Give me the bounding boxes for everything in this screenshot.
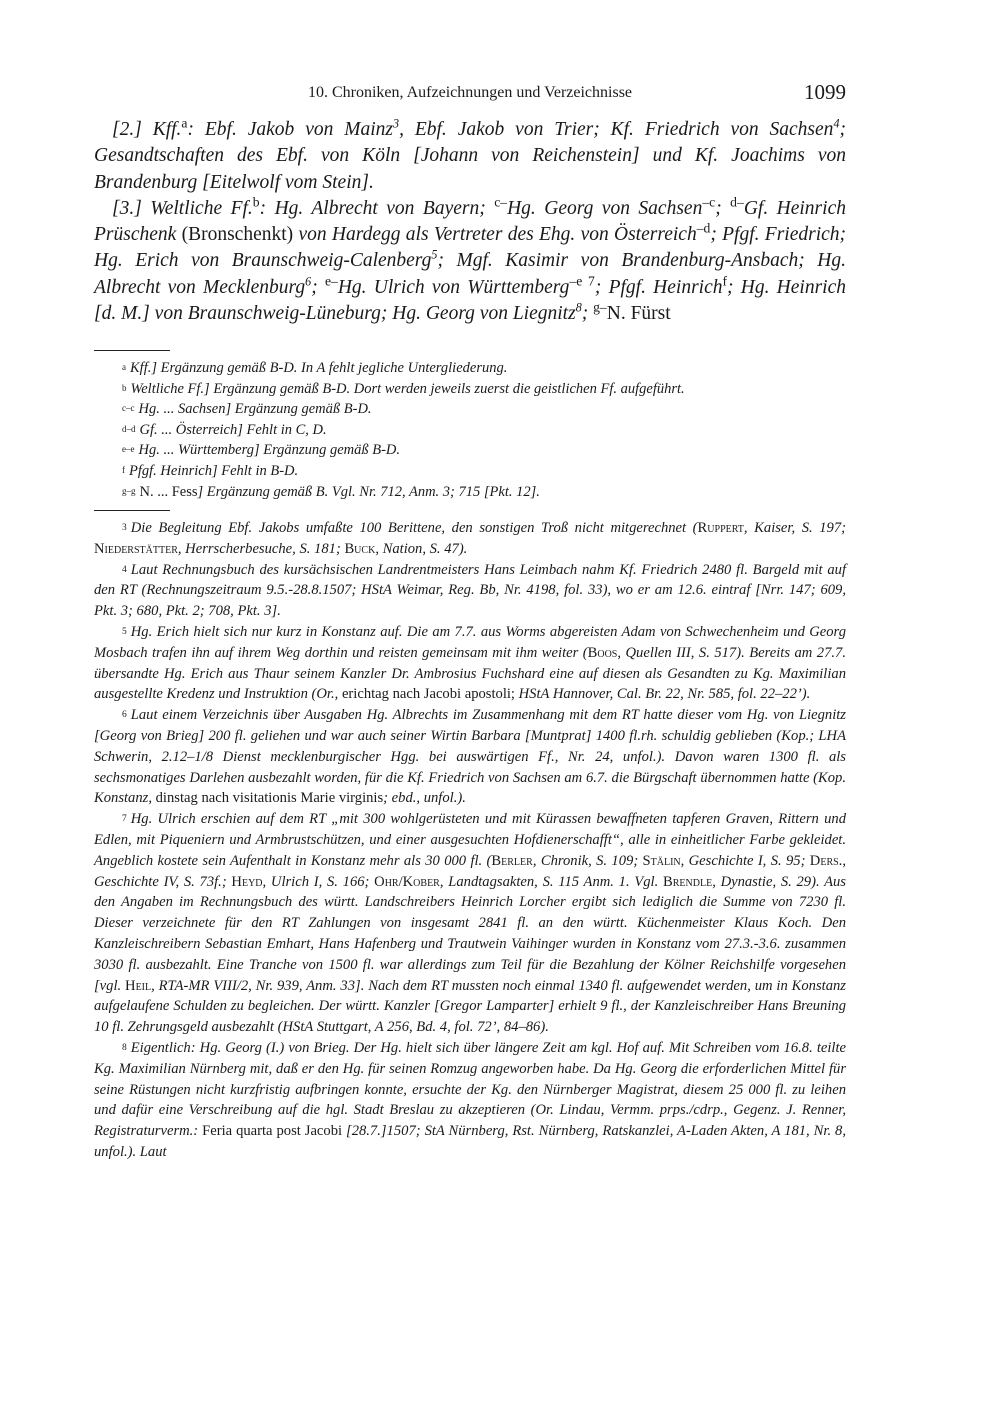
text-run: ; Pfgf. Heinrich — [594, 276, 723, 298]
apparatus-mark: b — [122, 382, 127, 393]
text-run: [3.] Weltliche Ff. — [112, 197, 253, 219]
footnote-5 — [94, 622, 846, 705]
apparatus-entry — [94, 379, 846, 400]
text-run: ; Hg. Heinrich [d. M.] von Braunschweig-Lüneburg; Hg. Georg von Liegnitz — [94, 276, 846, 325]
footnote-mark: 4 — [122, 564, 127, 575]
apparatus-marker: –e 7 — [569, 273, 595, 289]
text-run: Hg. Erich hielt sich nur kurz in Konstanz auf. Die am 7.7. aus Worms abgereisten Adam von Schwechenheim und Georg Mosbach trafen ihn auf ihrem Weg dorthin und reisten gemeinsam mit ihm weiter ( — [94, 623, 846, 661]
apparatus-mark: f — [122, 464, 125, 475]
upright-run: dinstag nach visitationis Marie virginis — [151, 790, 384, 807]
apparatus-marker: c– — [494, 194, 508, 210]
page-number: 1099 — [804, 80, 846, 104]
footnote-mark: 5 — [122, 626, 127, 637]
apparatus-text: Gf. ... Österreich] Fehlt in C, D. — [139, 421, 327, 438]
apparatus-entry — [94, 420, 846, 441]
upright-run: N. Fürst — [606, 303, 671, 325]
text-run: ; Pfgf. Friedrich; Hg. Erich von Braunschweig-Calenberg — [94, 224, 847, 272]
running-title: 10. Chroniken, Aufzeichnungen und Verzeichnisse — [307, 84, 633, 101]
text-run: ; Gesandtschaften des Ebf. von Köln [Johann von Reichenstein] und Kf. Joachims von Brandenburg [Eitelwolf vom Stein]. — [94, 119, 846, 193]
apparatus-entry — [94, 440, 846, 461]
main-text — [94, 117, 846, 327]
text-run: , Dynastie, S. 29). Aus den Angaben im Rechnungsbuch des württ. Landschreibers Heinrich Lorcher ergibt sich lediglich die Summe von 7230 fl. Dieser verzeichnete für den RT Zahlungen von insgesamt 2841 fl. an den württ. Küchenmeister Klaus Koch. Den Kanzleischreibern Sebastian Emhart, Hans Hafenberg und Trautwein Vaihinger wurden in Konstanz vom 27.3.-3.6. zusammen 3030 fl. ausbezahlt. Eine Tranche von 1500 fl. war allerdings zum Teil für die Bezahlung der Kölner Reichshilfe vorgesehen [vgl. — [94, 873, 846, 994]
apparatus-mark: d–d — [122, 423, 136, 434]
critical-apparatus — [94, 358, 846, 502]
text-run: , Landtagsakten, S. 115 Anm. 1. Vgl. — [439, 873, 663, 890]
text-run: [2.] Kff. — [112, 119, 182, 140]
footnote-mark: 8 — [122, 1042, 127, 1053]
footnote-rule — [94, 510, 170, 511]
apparatus-rule — [94, 350, 170, 351]
apparatus-lemma: N. ... Fess — [139, 483, 198, 500]
author-name: Boos — [587, 644, 618, 661]
text-run: , Geschichte I, S. 95; — [680, 852, 810, 869]
author-name: Buck — [344, 540, 376, 557]
text-run: Die Begleitung Ebf. Jakobs umfaßte 100 Berittene, den sonstigen Troß nicht mitgerechnet ( — [130, 520, 698, 536]
text-run: ; — [581, 303, 594, 325]
text-run: Eigentlich: Hg. Georg (I.) von Brieg. Der Hg. hielt sich über längere Zeit am kgl. Hof auf. Mit Schreiben vom 16.8. teilte Kg. Maximilian Nürnberg mit, daß er den Hg. für seinen Romzug angeworben habe. Da Hg. Georg die erforderlichen Mittel für seine Rüstungen nicht kurzfristig aufbringen konnte, ersuchte der Kg. den Nürnberger Magistrat, diesem 25 000 fl. zu leihen und dafür eine Verschreibung auf die hgl. Stadt Breslau zu akzeptieren (Or. Lindau, Vermm. prps./cdrp., Gegenz. J. Renner, Registraturverm.: — [94, 1039, 846, 1140]
apparatus-text: Hg. ... Württemberg] Ergänzung gemäß B-D. — [138, 442, 401, 459]
footnote-3 — [94, 518, 846, 560]
apparatus-text: Hg. ... Sachsen] Ergänzung gemäß B-D. — [138, 401, 372, 418]
footnotes — [94, 518, 846, 1163]
text-run: : Hg. Albrecht von Bayern; — [259, 197, 495, 219]
apparatus-entry — [94, 461, 846, 482]
text-run: Gf. Heinrich Prüschenk — [94, 197, 846, 246]
apparatus-marker: e– — [324, 273, 338, 289]
author-name: Stälin — [642, 852, 681, 869]
footnote-ref: 8 — [575, 300, 582, 315]
text-run: HStA Hannover, Cal. Br. 22, Nr. 585, fol. 22–22’). — [518, 686, 811, 703]
footnote-6 — [94, 705, 846, 809]
text-run: von Hardegg als Vertreter des Ehg. von Österreich — [298, 224, 697, 246]
footnote-mark: 6 — [122, 710, 127, 721]
apparatus-marker: a — [181, 115, 188, 131]
upright-run: (Bronschenkt) — [176, 224, 299, 246]
apparatus-marker: d– — [730, 194, 744, 210]
text-run: ; Mgf. Kasimir von Brandenburg-Ansbach; Hg. Albrecht von Mecklenburg — [94, 250, 846, 298]
apparatus-mark: c–c — [122, 403, 135, 414]
text-run: ; — [311, 276, 325, 298]
apparatus-marker: g– — [593, 299, 607, 315]
footnote-ref: 5 — [431, 247, 438, 262]
apparatus-marker: f — [722, 273, 728, 289]
text-run: , Herrscherbesuche, S. 181; — [177, 540, 345, 557]
text-run: , Ulrich I, S. 166; — [262, 873, 375, 890]
text-run: [28.7.]1507; StA Nürnberg, Rst. Nürnberg, Ratskanzlei, A-Laden Akten, A 181, Nr. 8, unfol.). Laut — [94, 1123, 846, 1160]
author-name: Niederstätter — [94, 540, 178, 557]
text-run: : Ebf. Jakob von Mainz — [187, 119, 394, 140]
apparatus-mark: g–g — [122, 485, 136, 496]
apparatus-mark: a — [122, 362, 126, 372]
text-run: , Kaiser, S. 197; — [743, 520, 846, 536]
apparatus-text: Kff.] Ergänzung gemäß B-D. In A fehlt jegliche Untergliederung. — [130, 360, 508, 376]
apparatus-marker: b — [252, 194, 260, 210]
author-name: Heil — [125, 977, 152, 994]
text-run: Hg. Ulrich erschien auf dem RT „mit 300 wohlgerüsteten und mit Kürassen bewaffneten tapferen Graven, Rittern und Edlen, mit Piqueniern und Armbrustschützen, und einer ausgesuchten Hofdienerschafft“, alle in einheitlicher Farbe gekleidet. Angeblich kostete sein Aufenthalt in Konstanz mehr als 30 000 fl. ( — [94, 811, 846, 869]
apparatus-mark: e–e — [122, 444, 135, 455]
apparatus-entry — [94, 358, 846, 379]
text-run: , Ebf. Jakob von Trier; Kf. Friedrich von Sachsen — [399, 119, 834, 140]
author-name: Heyd — [231, 873, 263, 890]
text-run: , RTA-MR VIII/2, Nr. 939, Anm. 33]. Nach dem RT mussten noch einmal 1340 fl. aufgewendet werden, um in Konstanz aufgelaufene Schulden zu begleichen. Der württ. Kanzler [Gregor Lamparter] erhielt 9 fl., der Kanzleischreiber Hans Breuning 10 fl. Zehrungsgeld ausbezahlt (HStA Stuttgart, A 256, Bd. 4, fol. 72’, 84–86). — [94, 977, 846, 1036]
author-name: Brendle — [663, 873, 713, 890]
footnote-ref: 3 — [393, 116, 400, 131]
footnote-ref: 4 — [833, 116, 840, 131]
text-run: ; ebd., unfol.). — [383, 790, 466, 807]
text-run: , Quellen III, S. 517). Bereits am 27.7. übersandte Hg. Erich aus Thaur seinem Kanzler Dr. Ambrosius Fuchshard eine auf diesen als Gesandten zu Kg. Maximilian ausgestellte Kredenz und Instruktion (Or., — [94, 644, 846, 703]
author-name: Ders. — [809, 852, 843, 869]
footnote-ref: 6 — [305, 274, 312, 289]
text-run: Laut Rechnungsbuch des kursächsischen Landrentmeisters Hans Leimbach nahm Kf. Friedrich 2480 fl. Bargeld mit auf den RT (Rechnungszeitraum 9.5.-28.8.1507; HStA Weimar, Reg. Bb, Nr. 4198, fol. 33), wo er am 12.6. eintraf [Nrr. 147; 609, Pkt. 3; 680, Pkt. 2; 708, Pkt. 3]. — [94, 561, 846, 620]
footnote-mark: 7 — [122, 814, 127, 825]
footnote-7 — [94, 809, 846, 1038]
author-name: Berler — [491, 852, 533, 869]
upright-run: erichtag nach Jacobi apostoli; — [338, 686, 519, 703]
text-run: Hg. Georg von Sachsen — [507, 197, 703, 219]
text-run: , Chronik, S. 109; — [532, 852, 643, 869]
footnote-4 — [94, 560, 846, 622]
apparatus-entry — [94, 482, 846, 503]
footnote-8 — [94, 1038, 846, 1163]
running-header — [94, 80, 846, 108]
text-run: Laut einem Verzeichnis über Ausgaben Hg. Albrechts im Zusammenhang mit dem RT hatte dieser vom Hg. von Liegnitz [Georg von Brieg] 200 fl. geliehen und war auch seiner Wirtin Barbara [Muntprat] 1400 fl.rh. schuldig geblieben (Kop.; LHA Schwerin, 2.12–1/8 Dienst mecklenburgischer Hgg. bei auswärtigen Ff., Nr. 24, unfol.). Davon waren 1300 fl. als sechsmonatiges Darlehen ausbezahlt worden, für die Kf. Friedrich von Sachsen am 6.7. die Bürgschaft übernommen hatte (Kop. Konstanz, — [94, 707, 846, 807]
text-run: , Geschichte IV, S. 73f.; — [94, 852, 846, 890]
author-name: Ohr/Kober — [374, 873, 440, 890]
apparatus-marker: –c — [702, 194, 716, 210]
text-run: ; — [715, 197, 731, 219]
author-name: Ruppert — [697, 520, 744, 536]
apparatus-text: Weltliche Ff.] Ergänzung gemäß B-D. Dort werden jeweils zuerst die geistlichen Ff. aufgeführt. — [130, 380, 685, 397]
main-paragraph-3 — [94, 196, 846, 327]
apparatus-entry — [94, 399, 846, 420]
upright-run: Feria quarta post Jacobi — [198, 1123, 347, 1140]
text-run: Hg. Ulrich von Württemberg — [337, 276, 570, 298]
apparatus-text: Pfgf. Heinrich] Fehlt in B-D. — [129, 462, 299, 479]
text-run: , Nation, S. 47). — [375, 540, 468, 557]
apparatus-text: ] Ergänzung gemäß B. Vgl. Nr. 712, Anm. 3; 715 [Pkt. 12]. — [197, 483, 540, 500]
footnote-mark: 3 — [122, 523, 127, 533]
main-paragraph-2 — [94, 117, 846, 196]
apparatus-marker: –d — [696, 220, 711, 236]
